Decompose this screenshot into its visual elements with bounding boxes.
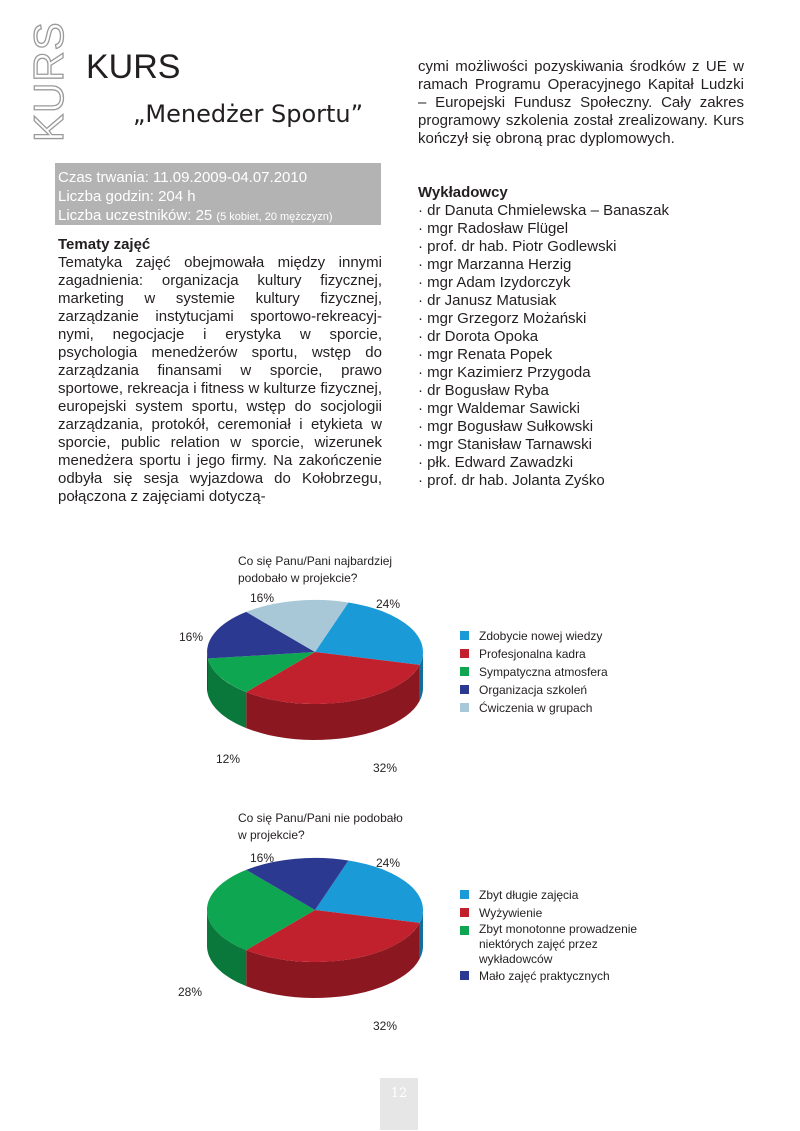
page-title: KURS <box>86 48 181 86</box>
lecturer-item: · mgr Waldemar Sawicki <box>418 400 580 417</box>
chart2-title: Co się Panu/Pani nie podobało w projekcie? <box>238 811 403 842</box>
pie-percent-label: 24% <box>375 597 401 611</box>
pie-slice-side <box>207 652 208 695</box>
lecturer-item: · dr Dorota Opoka <box>418 328 539 345</box>
lecturer-item: · prof. dr hab. Piotr Godlewski <box>418 238 617 255</box>
chart1-title: Co się Panu/Pani najbardziej podobało w projekcie? <box>238 554 393 585</box>
lecturer-item: · mgr Radosław Flügel <box>418 220 569 237</box>
chart1-slices <box>179 591 423 775</box>
chart2-slices <box>178 851 423 1033</box>
lecturer-item: · dr Janusz Matusiak <box>418 292 557 309</box>
lecturer-item: · mgr Grzegorz Możański <box>418 310 587 327</box>
pie-percent-label: 32% <box>372 1019 398 1033</box>
pie-percent-label: 24% <box>375 856 401 870</box>
legend-item <box>460 967 669 985</box>
topics-paragraph: Tematyka zajęć obejmowała między innymi zagadnienia: organizacja kultury fizycznej, marketing w systemie kultury fizycznej, zarządzanie instytucjami sportowo-rekreacyj-nymi, negocjacje i erystyka w sporcie, psychologia menedżerów sportu, wstęp do zarządzania finansami w sporcie, prawo sportowe, rekreacja i fitness w kulturze fizycznej, europejski system sportu, wstęp do socjologii zarządzania, protokół, ceremoniał i etykieta w sporcie, public relation w sporcie, wizerunek menedżera sportu i jego firmy. Na zakończenie odbyła się sesja wyjazdowa do Kołobrzegu, połączona z zajęciami dotyczą- <box>58 254 382 505</box>
legend-label: Organizacja szkoleń <box>479 683 588 697</box>
pie-percent-label: 32% <box>372 761 398 775</box>
chart1-legend <box>460 627 608 717</box>
legend-swatch <box>460 926 469 935</box>
legend-item <box>460 886 669 904</box>
legend-label: Zbyt monotonne prowadzenie niektórych zajęć przez wykładowców <box>479 922 638 966</box>
lecturer-item: · dr Bogusław Ryba <box>418 382 549 399</box>
legend-label: Profesjonalna kadra <box>479 647 586 661</box>
lecturer-item: · mgr Kazimierz Przygoda <box>418 364 591 381</box>
pie-percent-label: 16% <box>249 591 275 605</box>
legend-label: Zdobycie nowej wiedzy <box>479 629 603 643</box>
legend-item <box>460 699 608 717</box>
course-subtitle: „Menedżer Sportu” <box>133 100 364 128</box>
topics-heading: Tematy zajęć <box>58 236 151 253</box>
legend-swatch <box>460 685 469 694</box>
legend-item <box>460 681 608 699</box>
lecturer-item: · mgr Adam Izydorczyk <box>418 274 571 291</box>
lecturer-item: · mgr Stanisław Tarnawski <box>418 436 592 453</box>
page-number: 12 <box>380 1078 418 1130</box>
legend-item <box>460 645 608 663</box>
duration-text: Czas trwania: 11.09.2009-04.07.2010 <box>58 169 308 186</box>
chart2-legend <box>460 886 669 985</box>
legend-item <box>460 627 608 645</box>
legend-label: Mało zajęć praktycznych <box>479 969 610 983</box>
legend-item <box>460 663 608 681</box>
pie-percent-label: 16% <box>178 630 204 644</box>
lecturer-item: · mgr Marzanna Herzig <box>418 256 572 273</box>
pie-percent-label: 16% <box>249 851 275 865</box>
participants-detail: (5 kobiet, 20 mężczyzn) <box>216 211 333 223</box>
lecturer-item: · mgr Bogusław Sułkowski <box>418 418 594 435</box>
lecturer-item: · mgr Renata Popek <box>418 346 553 363</box>
legend-label: Sympatyczna atmosfera <box>479 665 608 679</box>
legend-item <box>460 922 669 967</box>
vertical-kurs-label: KURS <box>25 21 72 142</box>
legend-swatch <box>460 649 469 658</box>
legend-swatch <box>460 890 469 899</box>
legend-item <box>460 904 669 922</box>
hours-text: Liczba godzin: 204 h <box>58 188 196 205</box>
legend-swatch <box>460 631 469 640</box>
legend-label: Zbyt długie zajęcia <box>479 888 579 902</box>
pie-percent-label: 28% <box>177 985 203 999</box>
lecturer-item: · dr Danuta Chmielewska – Banaszak <box>418 202 669 219</box>
legend-swatch <box>460 667 469 676</box>
pie-percent-label: 12% <box>215 752 241 766</box>
legend-label: Wyżywienie <box>479 906 543 920</box>
continuation-paragraph: cymi możliwości pozyskiwania środków z UE w ramach Programu Operacyjnego Kapitał Ludzki – Europejski Fundusz Społeczny. Cały zakres programowy szkolenia został zrealizowany. Kurs kończył się obroną prac dyplomowych. <box>418 58 744 147</box>
participants-text: Liczba uczestników: 25 <box>58 207 213 224</box>
legend-swatch <box>460 908 469 917</box>
lecturers-heading: Wykładowcy <box>418 184 508 201</box>
legend-swatch <box>460 703 469 712</box>
lecturer-item: · płk. Edward Zawadzki <box>418 454 574 471</box>
legend-swatch <box>460 971 469 980</box>
legend-label: Ćwiczenia w grupach <box>479 701 593 715</box>
lecturer-item: · prof. dr hab. Jolanta Zyśko <box>418 472 605 489</box>
